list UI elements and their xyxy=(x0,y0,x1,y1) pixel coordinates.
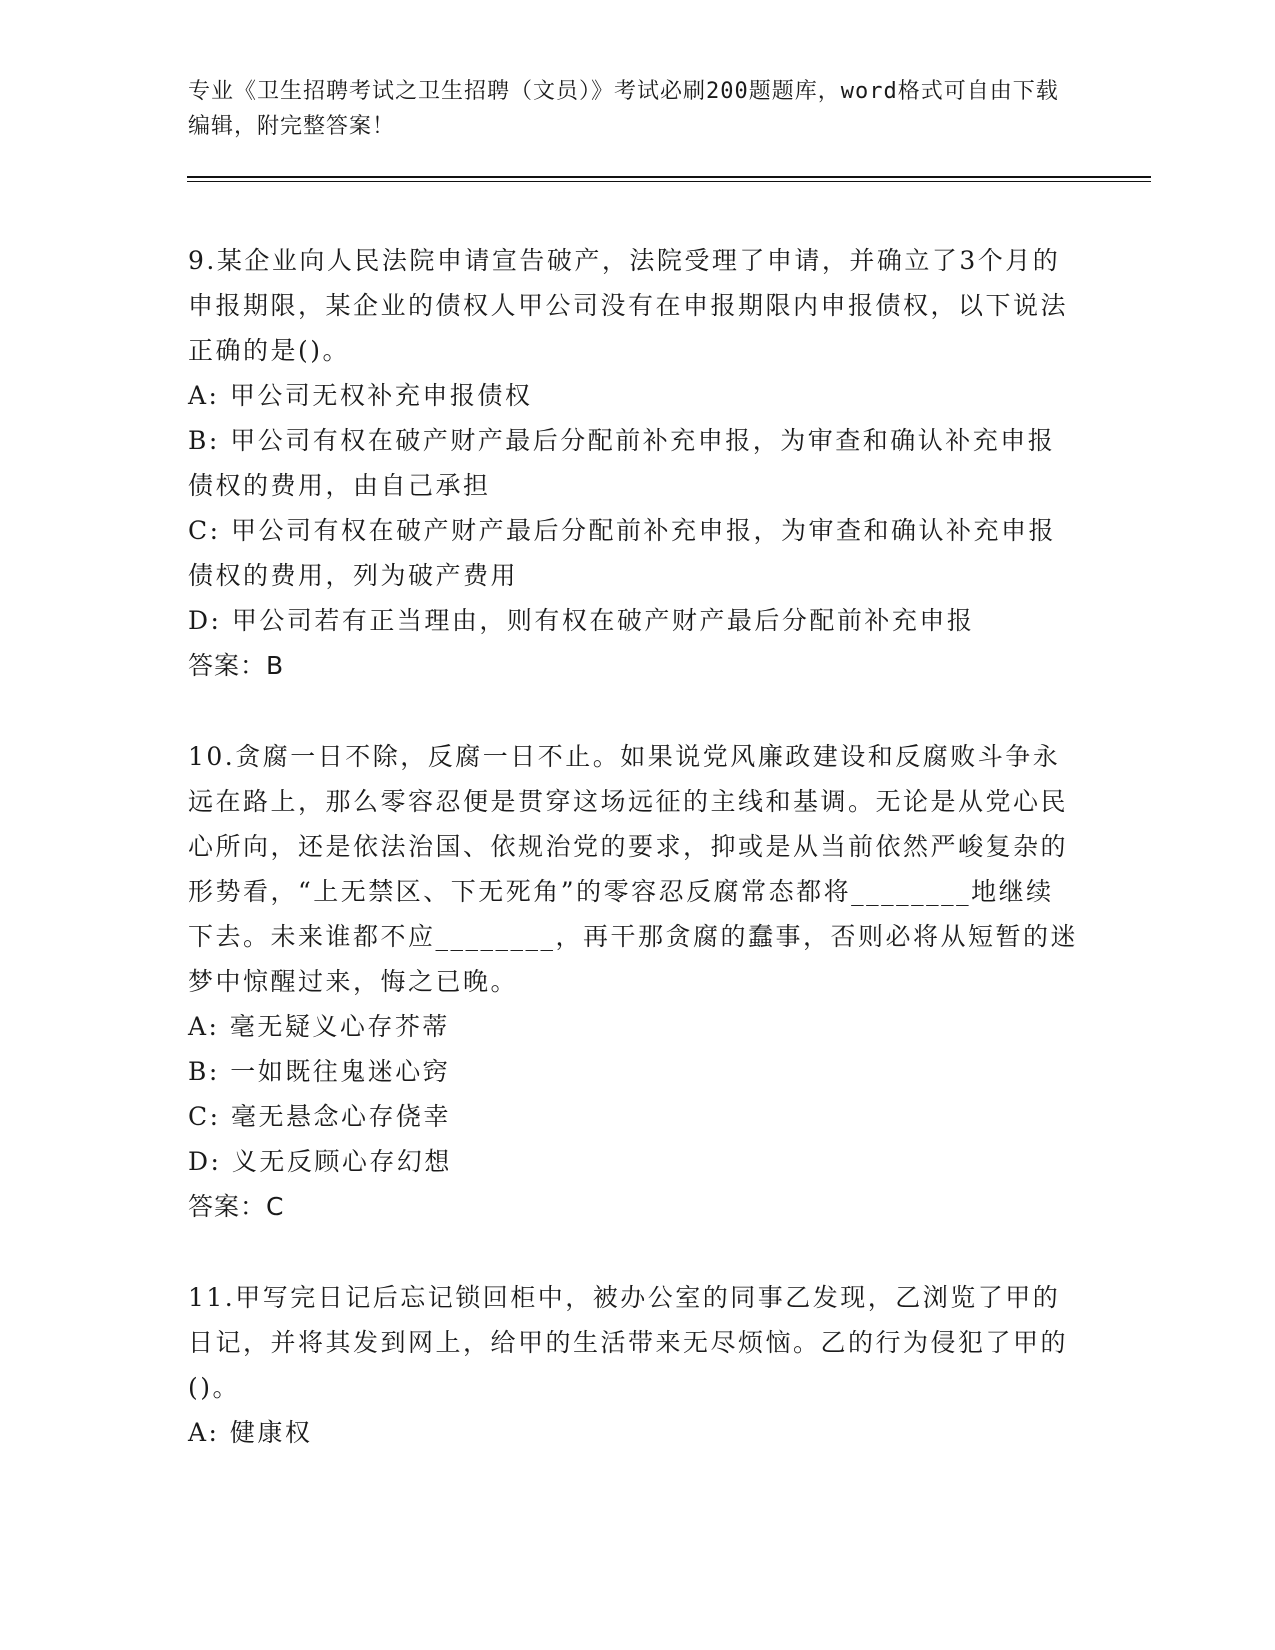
option-c: C: 毫无悬念心存侥幸 xyxy=(188,1102,451,1131)
option-b: B: 一如既往鬼迷心窍 xyxy=(188,1057,451,1086)
header-divider-thin xyxy=(187,181,1151,182)
option-a: A: 甲公司无权补充申报债权 xyxy=(188,381,533,410)
question-stem: 11.甲写完日记后忘记锁回柜中，被办公室的同事乙发现，乙浏览了甲的日记，并将其发到网上，给甲的生活带来无尽烦恼。乙的行为侵犯了甲的()。 xyxy=(188,1283,1069,1402)
question-stem: 9.某企业向人民法院申请宣告破产，法院受理了申请，并确立了3个月的申报期限，某企业的债权人甲公司没有在申报期限内申报债权，以下说法正确的是()。 xyxy=(188,246,1069,365)
option-d: D: 甲公司若有正当理由，则有权在破产财产最后分配前补充申报 xyxy=(188,606,975,635)
question-list xyxy=(188,238,1078,1501)
answer-label: 答案：B xyxy=(188,651,285,680)
question-11 xyxy=(188,1275,1078,1455)
question-9 xyxy=(188,238,1078,688)
header-divider-thick xyxy=(187,176,1151,178)
option-b: B: 甲公司有权在破产财产最后分配前补充申报，为审查和确认补充申报债权的费用，由自己承担 xyxy=(188,426,1056,500)
option-a: A: 健康权 xyxy=(188,1418,313,1447)
answer-label: 答案：C xyxy=(188,1192,285,1221)
option-c: C: 甲公司有权在破产财产最后分配前补充申报，为审查和确认补充申报债权的费用，列为破产费用 xyxy=(188,516,1057,590)
option-d: D: 义无反顾心存幻想 xyxy=(188,1147,452,1176)
question-stem: 10.贪腐一日不除，反腐一日不止。如果说党风廉政建设和反腐败斗争永远在路上，那么零容忍便是贯穿这场远征的主线和基调。无论是从党心民心所向，还是依法治国、依规治党的要求，抑或是从当前依然严峻复杂的形势看，“上无禁区、下无死角”的零容忍反腐常态都将________地继续下去。未来谁都不应________，再干那贪腐的蠢事，否则必将从短暂的迷梦中惊醒过来，悔之已晚。 xyxy=(188,742,1079,996)
option-a: A: 毫无疑义心存芥蒂 xyxy=(188,1012,450,1041)
question-10 xyxy=(188,734,1078,1229)
document-header xyxy=(188,74,1068,144)
header-text: 专业《卫生招聘考试之卫生招聘（文员）》考试必刷200题题库，word格式可自由下载编辑，附完整答案！ xyxy=(188,79,1059,139)
